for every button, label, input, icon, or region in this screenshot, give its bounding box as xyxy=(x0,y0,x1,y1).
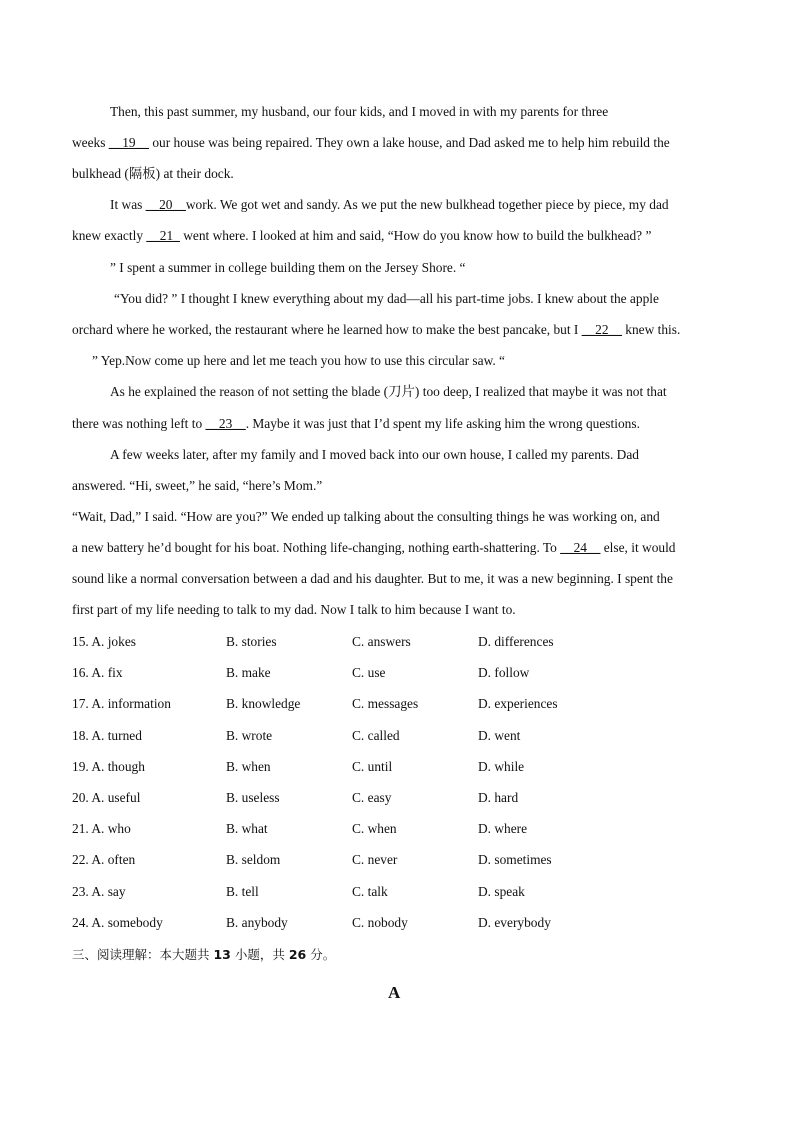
option-a: 16. A. fix xyxy=(72,665,123,680)
passage-line: there was nothing left to __23__. Maybe it was just that I’d spent my life asking him the wrong questions. xyxy=(72,416,640,431)
passage-line: bulkhead (隔板) at their dock. xyxy=(72,166,234,181)
option-a: 21. A. who xyxy=(72,821,131,836)
option-b: B. when xyxy=(226,759,271,774)
option-c: C. never xyxy=(352,852,398,867)
passage-line: ” Yep.Now come up here and let me teach you how to use this circular saw. “ xyxy=(92,353,506,368)
passage-line: first part of my life needing to talk to my dad. Now I talk to him because I want to. xyxy=(72,602,516,617)
option-a: 24. A. somebody xyxy=(72,915,163,930)
option-b: B. what xyxy=(226,821,268,836)
option-d: D. differences xyxy=(478,634,554,649)
passage-line: “You did? ” I thought I knew everything about my dad—all his part-time jobs. I knew about the apple xyxy=(114,291,659,306)
passage-line: a new battery he’d bought for his boat. Nothing life-changing, nothing earth-shattering. To __24__ else, it would xyxy=(72,540,676,555)
option-d: D. where xyxy=(478,821,528,836)
option-d: D. experiences xyxy=(478,696,558,711)
option-c: C. messages xyxy=(352,696,419,711)
option-c: C. talk xyxy=(352,884,388,899)
option-c: C. use xyxy=(352,665,386,680)
option-d: D. went xyxy=(478,728,521,743)
passage-line: A few weeks later, after my family and I moved back into our own house, I called my parents. Dad xyxy=(110,447,639,462)
part-label: A xyxy=(388,983,401,1002)
option-a: 20. A. useful xyxy=(72,790,141,805)
option-c: C. nobody xyxy=(352,915,408,930)
option-b: B. make xyxy=(226,665,271,680)
option-d: D. hard xyxy=(478,790,519,805)
option-b: B. tell xyxy=(226,884,259,899)
option-a: 18. A. turned xyxy=(72,728,142,743)
option-c: C. easy xyxy=(352,790,392,805)
passage-line: sound like a normal conversation between a dad and his daughter. But to me, it was a new beginning. I spent the xyxy=(72,571,673,586)
blank-23: __23__ xyxy=(205,416,246,431)
option-c: C. when xyxy=(352,821,397,836)
option-b: B. wrote xyxy=(226,728,273,743)
blank-19: __19__ xyxy=(108,135,149,150)
option-d: D. while xyxy=(478,759,525,774)
option-b: B. knowledge xyxy=(226,696,301,711)
option-c: C. called xyxy=(352,728,400,743)
option-d: D. sometimes xyxy=(478,852,552,867)
option-d: D. speak xyxy=(478,884,525,899)
option-c: C. until xyxy=(352,759,393,774)
passage-line: Then, this past summer, my husband, our four kids, and I moved in with my parents for three xyxy=(110,104,609,119)
option-a: 19. A. though xyxy=(72,759,145,774)
blank-22: __22__ xyxy=(581,322,622,337)
passage-line: It was __20__work. We got wet and sandy. As we put the new bulkhead together piece by piece, my dad xyxy=(110,197,669,212)
option-a: 15. A. jokes xyxy=(72,634,136,649)
option-d: D. everybody xyxy=(478,915,551,930)
option-c: C. answers xyxy=(352,634,411,649)
passage-line: knew exactly __21_ went where. I looked at him and said, “How do you know how to build the bulkhead? ” xyxy=(72,228,652,243)
option-b: B. anybody xyxy=(226,915,288,930)
passage-line: ” I spent a summer in college building them on the Jersey Shore. “ xyxy=(110,260,466,275)
option-d: D. follow xyxy=(478,665,530,680)
blank-21: __21_ xyxy=(146,228,180,243)
passage-line: weeks __19__ our house was being repaired. They own a lake house, and Dad asked me to help him rebuild the xyxy=(72,135,670,150)
option-b: B. useless xyxy=(226,790,280,805)
blank-20: __20__ xyxy=(145,197,186,212)
option-b: B. stories xyxy=(226,634,277,649)
option-a: 22. A. often xyxy=(72,852,136,867)
option-b: B. seldom xyxy=(226,852,281,867)
blank-24: __24__ xyxy=(560,540,601,555)
section-heading: 三、阅读理解：本大题共 13 小题，共 26 分。 xyxy=(72,947,336,962)
passage-line: “Wait, Dad,” I said. “How are you?” We ended up talking about the consulting things he was working on, and xyxy=(72,509,660,524)
option-a: 23. A. say xyxy=(72,884,126,899)
passage-line: As he explained the reason of not setting the blade (刀片) too deep, I realized that maybe it was not that xyxy=(110,384,667,399)
passage-line: orchard where he worked, the restaurant where he learned how to make the best pancake, but I __22__ knew this. xyxy=(72,322,681,337)
passage-line: answered. “Hi, sweet,” he said, “here’s Mom.” xyxy=(72,478,323,493)
option-a: 17. A. information xyxy=(72,696,171,711)
